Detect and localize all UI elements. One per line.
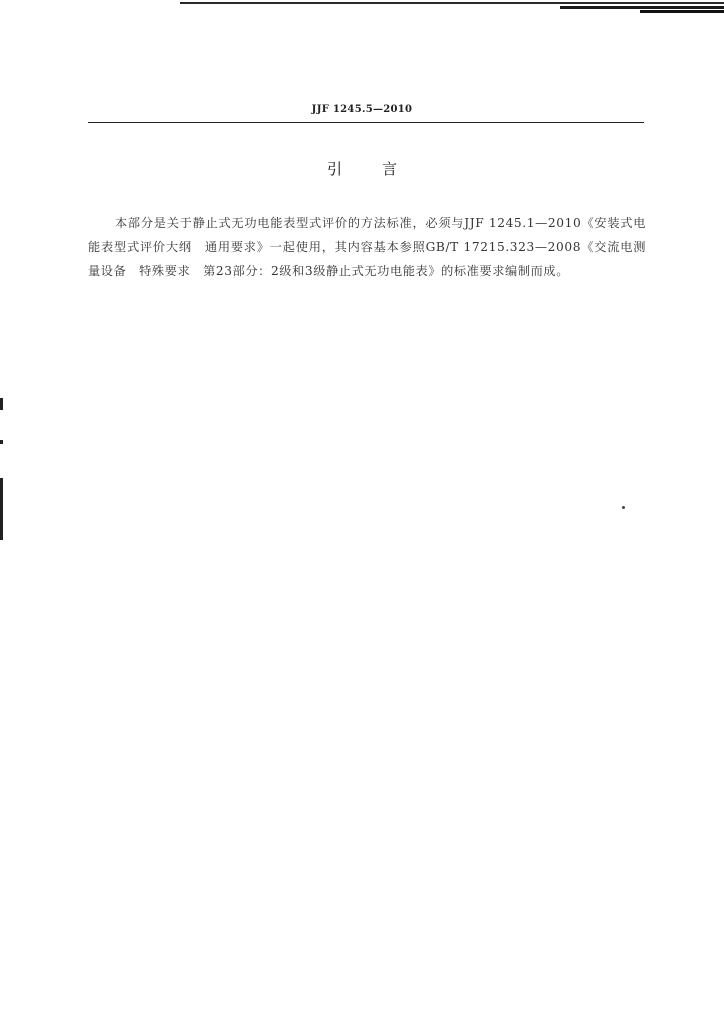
- header-rule: [88, 122, 644, 123]
- scan-margin-mark: [0, 398, 3, 410]
- scan-margin-mark: [0, 478, 3, 540]
- scan-speck: [622, 506, 625, 509]
- standard-code-header: JJF 1245.5—2010: [311, 104, 413, 115]
- scan-edge-line: [180, 2, 724, 4]
- body-paragraph: 本部分是关于静止式无功电能表型式评价的方法标准，必须与JJF 1245.1—2010《安装式电能表型式评价大纲 通用要求》一起使用，其内容基本参照GB/T 17215.323—2008《交流电测量设备 特殊要求 第23部分：2级和3级静止式无功电能表》的标准要求编制而成。: [88, 216, 646, 279]
- scan-edge-line: [560, 6, 724, 9]
- scan-margin-mark: [0, 440, 3, 444]
- section-title: 引言: [326, 160, 437, 178]
- scan-edge-line: [640, 10, 724, 13]
